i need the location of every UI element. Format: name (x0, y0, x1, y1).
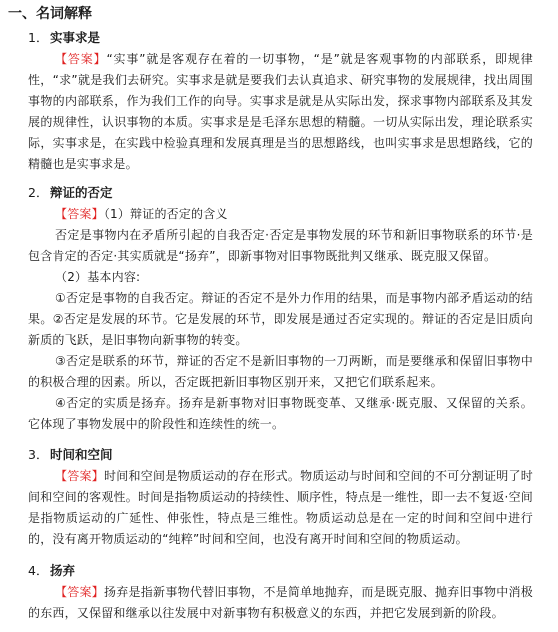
section-title: 一、名词解释 (8, 6, 92, 22)
paragraph-text: “实事”就是客观存在着的一切事物，“是”就是客观事物的内部联系，即规律性，“求”就是我们去研究。实事求是就是要我们去认真追求、研究事物的发展规律，找出周围事物的内部联系，作为我们工作的向导。实事求是就是从实际出发，探求事物内部联系及其发展的规律性，认识事物的本质。实事求是是毛泽东思想的精髓。一切从实际出发，理论联系实际，实事求是，在实践中检验真理和发展真理是当的思想路线，也叫实事求是思想路线，它的精髓也是实事求是。 (28, 52, 533, 171)
item-heading-1 (28, 28, 100, 48)
item-heading-3 (28, 445, 113, 465)
answer-tag: 【答案】 (55, 585, 105, 599)
paragraph-text: （1）辩证的否定的含义 (103, 207, 228, 221)
item-number: 3． (28, 447, 49, 462)
item-2-subheading-1 (55, 204, 535, 225)
paragraph-text: 时间和空间是物质运动的存在形式。物质运动与时间和空间的不可分割证明了时间和空间的客观性。时间是指物质运动的持续性、顺序性，特点是一维性，即一去不复返·空间是指物质运动的广延性、伸张性，特点是三维性。物质运动总是在一定的时间和空间中进行的，没有离开物质运动的“纯粹”时间和空间，也没有离开时间和空间的物质运动。 (28, 469, 533, 546)
item-4-definition (28, 582, 533, 624)
paragraph-text: 扬弃是指新事物代替旧事物，不是简单地抛弃，而是既克服、抛弃旧事物中消极的东西，又保留和继承以往发展中对新事物有积极意义的东西，并把它发展到新的阶段。 (28, 585, 533, 620)
item-2-point-3: ③否定是联系的环节，辩证的否定不是新旧事物的一刀两断，而是要继承和保留旧事物中的积极合理的因素。所以，否定既把新旧事物区别开来，又把它们联系起来。 (28, 354, 533, 389)
item-2-meaning: 否定是事物内在矛盾所引起的自我否定·否定是事物发展的环节和新旧事物联系的环节·是包含肯定的否定·其实质就是“扬弃”，即新事物对旧事物既批判又继承、既克服又保留。 (28, 228, 533, 263)
item-number: 1． (28, 30, 49, 45)
answer-tag: 【答案】 (55, 469, 105, 483)
answer-tag: 【答案】 (55, 52, 107, 66)
item-1-definition (28, 49, 533, 175)
answer-tag: 【答案】 (55, 207, 104, 221)
item-title: 时间和空间 (50, 447, 113, 462)
item-heading-4 (28, 561, 75, 581)
item-title: 实事求是 (50, 30, 101, 45)
item-title: 辩证的否定 (50, 185, 113, 200)
item-number: 4． (28, 563, 49, 578)
item-2-point-4: ④否定的实质是扬弃。扬弃是新事物对旧事物既变革、又继承·既克服、又保留的关系。它体现了事物发展中的阶段性和连续性的统一。 (28, 396, 533, 431)
item-title: 扬弃 (50, 563, 76, 578)
item-heading-2 (28, 183, 113, 203)
item-3-definition (28, 466, 533, 550)
item-2-point-1-2: ①否定是事物的自我否定。辩证的否定不是外力作用的结果，而是事物内部矛盾运动的结果。②否定是发展的环节。它是发展的环节，即发展是通过否定实现的。辩证的否定是旧质向新质的飞跃，是旧事物向新事物的转变。 (28, 291, 533, 347)
item-number: 2． (28, 185, 49, 200)
item-2-subheading-2: （2）基本内容: (55, 270, 141, 284)
